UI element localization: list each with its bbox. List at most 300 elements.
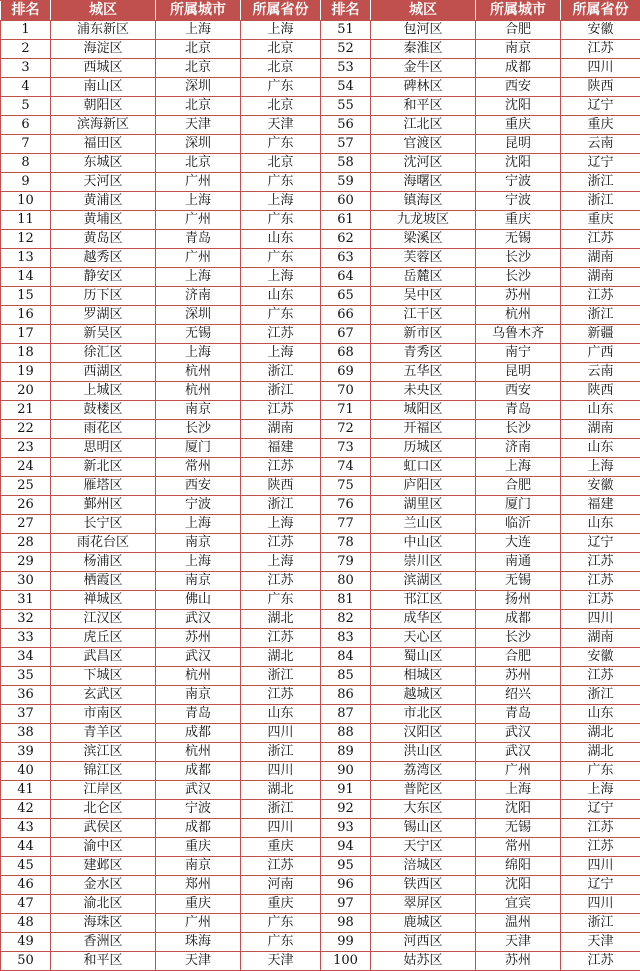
district-cell: 鄞州区 <box>51 496 156 515</box>
table-row <box>1 116 640 135</box>
province-cell: 江苏 <box>241 686 321 705</box>
province-cell: 四川 <box>561 895 640 914</box>
rank-cell: 46 <box>1 876 51 895</box>
table-row <box>1 477 640 496</box>
province-cell: 上海 <box>241 192 321 211</box>
city-cell: 青岛 <box>156 705 241 724</box>
province-cell: 重庆 <box>561 211 640 230</box>
district-cell: 下城区 <box>51 667 156 686</box>
rank-cell: 16 <box>1 306 51 325</box>
district-cell: 上城区 <box>51 382 156 401</box>
rank-cell: 94 <box>321 838 371 857</box>
province-cell: 上海 <box>241 553 321 572</box>
rank-cell: 38 <box>1 724 51 743</box>
rank-cell: 86 <box>321 686 371 705</box>
province-cell: 浙江 <box>561 192 640 211</box>
city-cell: 成都 <box>156 724 241 743</box>
rank-cell: 68 <box>321 344 371 363</box>
city-cell: 昆明 <box>476 135 561 154</box>
table-row <box>1 78 640 97</box>
rank-cell: 5 <box>1 97 51 116</box>
city-cell: 长沙 <box>476 420 561 439</box>
province-cell: 福建 <box>561 496 640 515</box>
rank-cell: 27 <box>1 515 51 534</box>
district-cell: 雁塔区 <box>51 477 156 496</box>
district-cell: 江干区 <box>371 306 476 325</box>
rank-cell: 28 <box>1 534 51 553</box>
table-row <box>1 591 640 610</box>
rank-cell: 89 <box>321 743 371 762</box>
province-cell: 广东 <box>241 249 321 268</box>
province-cell: 浙江 <box>561 686 640 705</box>
rank-cell: 10 <box>1 192 51 211</box>
city-cell: 扬州 <box>476 591 561 610</box>
rank-cell: 60 <box>321 192 371 211</box>
city-cell: 成都 <box>156 762 241 781</box>
rank-cell: 47 <box>1 895 51 914</box>
table-row <box>1 629 640 648</box>
rank-cell: 66 <box>321 306 371 325</box>
rank-cell: 20 <box>1 382 51 401</box>
city-cell: 常州 <box>156 458 241 477</box>
district-cell: 天河区 <box>51 173 156 192</box>
district-cell: 锡山区 <box>371 819 476 838</box>
rank-cell: 44 <box>1 838 51 857</box>
province-cell: 湖南 <box>561 420 640 439</box>
district-cell: 思明区 <box>51 439 156 458</box>
table-row <box>1 724 640 743</box>
table-row <box>1 496 640 515</box>
rank-cell: 25 <box>1 477 51 496</box>
rank-cell: 42 <box>1 800 51 819</box>
rank-cell: 8 <box>1 154 51 173</box>
province-cell: 江苏 <box>561 838 640 857</box>
district-cell: 浦东新区 <box>51 21 156 40</box>
rank-cell: 79 <box>321 553 371 572</box>
table-row <box>1 553 640 572</box>
table-row <box>1 648 640 667</box>
district-cell: 普陀区 <box>371 781 476 800</box>
rank-cell: 49 <box>1 933 51 952</box>
district-cell: 越城区 <box>371 686 476 705</box>
rank-cell: 24 <box>1 458 51 477</box>
province-cell: 新疆 <box>561 325 640 344</box>
city-cell: 北京 <box>156 97 241 116</box>
table-row <box>1 781 640 800</box>
province-cell: 湖南 <box>241 420 321 439</box>
table-header <box>1 1 640 21</box>
city-cell: 上海 <box>476 781 561 800</box>
header-city-right: 所属城市 <box>476 1 561 21</box>
table-row <box>1 534 640 553</box>
city-cell: 重庆 <box>156 895 241 914</box>
district-cell: 开福区 <box>371 420 476 439</box>
province-cell: 福建 <box>241 439 321 458</box>
table-row <box>1 154 640 173</box>
rank-cell: 12 <box>1 230 51 249</box>
province-cell: 浙江 <box>241 496 321 515</box>
province-cell: 广东 <box>241 306 321 325</box>
rank-cell: 70 <box>321 382 371 401</box>
rank-cell: 19 <box>1 363 51 382</box>
rank-cell: 45 <box>1 857 51 876</box>
rank-cell: 4 <box>1 78 51 97</box>
city-cell: 深圳 <box>156 78 241 97</box>
city-cell: 上海 <box>156 344 241 363</box>
district-cell: 海曙区 <box>371 173 476 192</box>
province-cell: 陕西 <box>561 382 640 401</box>
district-cell: 历城区 <box>371 439 476 458</box>
city-cell: 沈阳 <box>476 800 561 819</box>
district-cell: 海淀区 <box>51 40 156 59</box>
city-cell: 沈阳 <box>476 154 561 173</box>
city-cell: 宁波 <box>476 173 561 192</box>
district-cell: 相城区 <box>371 667 476 686</box>
city-cell: 苏州 <box>476 287 561 306</box>
city-cell: 青岛 <box>476 705 561 724</box>
district-cell: 朝阳区 <box>51 97 156 116</box>
table-row <box>1 97 640 116</box>
district-cell: 建邺区 <box>51 857 156 876</box>
city-cell: 南京 <box>476 40 561 59</box>
city-cell: 厦门 <box>156 439 241 458</box>
rank-cell: 37 <box>1 705 51 724</box>
rank-cell: 67 <box>321 325 371 344</box>
rank-cell: 15 <box>1 287 51 306</box>
province-cell: 广东 <box>241 211 321 230</box>
province-cell: 四川 <box>241 762 321 781</box>
rank-cell: 29 <box>1 553 51 572</box>
district-cell: 岳麓区 <box>371 268 476 287</box>
city-cell: 广州 <box>156 914 241 933</box>
table-row <box>1 800 640 819</box>
district-cell: 包河区 <box>371 21 476 40</box>
district-cell: 邗江区 <box>371 591 476 610</box>
province-cell: 广东 <box>561 762 640 781</box>
district-cell: 虹口区 <box>371 458 476 477</box>
district-cell: 滨湖区 <box>371 572 476 591</box>
rank-cell: 84 <box>321 648 371 667</box>
district-cell: 成华区 <box>371 610 476 629</box>
rank-cell: 9 <box>1 173 51 192</box>
table-row <box>1 40 640 59</box>
header-district-right: 城区 <box>371 1 476 21</box>
rank-cell: 93 <box>321 819 371 838</box>
rank-cell: 54 <box>321 78 371 97</box>
rank-cell: 74 <box>321 458 371 477</box>
rank-cell: 57 <box>321 135 371 154</box>
province-cell: 北京 <box>241 59 321 78</box>
rank-cell: 7 <box>1 135 51 154</box>
table-row <box>1 173 640 192</box>
table-row <box>1 458 640 477</box>
rank-cell: 80 <box>321 572 371 591</box>
province-cell: 湖北 <box>561 743 640 762</box>
rank-cell: 83 <box>321 629 371 648</box>
province-cell: 辽宁 <box>561 154 640 173</box>
district-cell: 禅城区 <box>51 591 156 610</box>
rank-cell: 55 <box>321 97 371 116</box>
province-cell: 江苏 <box>241 857 321 876</box>
district-cell: 姑苏区 <box>371 952 476 971</box>
city-cell: 常州 <box>476 838 561 857</box>
district-cell: 天心区 <box>371 629 476 648</box>
district-cell: 青秀区 <box>371 344 476 363</box>
province-cell: 江苏 <box>561 230 640 249</box>
rank-cell: 82 <box>321 610 371 629</box>
district-cell: 金牛区 <box>371 59 476 78</box>
city-cell: 乌鲁木齐 <box>476 325 561 344</box>
province-cell: 广东 <box>241 591 321 610</box>
province-cell: 云南 <box>561 363 640 382</box>
province-cell: 江苏 <box>241 458 321 477</box>
table-row <box>1 515 640 534</box>
rank-cell: 56 <box>321 116 371 135</box>
province-cell: 安徽 <box>561 477 640 496</box>
rank-cell: 96 <box>321 876 371 895</box>
city-cell: 上海 <box>156 553 241 572</box>
rank-cell: 43 <box>1 819 51 838</box>
province-cell: 江苏 <box>561 40 640 59</box>
city-cell: 成都 <box>156 819 241 838</box>
city-cell: 天津 <box>476 933 561 952</box>
city-cell: 青岛 <box>156 230 241 249</box>
province-cell: 山东 <box>561 515 640 534</box>
city-cell: 西安 <box>476 78 561 97</box>
province-cell: 江苏 <box>241 629 321 648</box>
district-cell: 沈河区 <box>371 154 476 173</box>
province-cell: 重庆 <box>241 895 321 914</box>
province-cell: 四川 <box>241 724 321 743</box>
district-cell: 市南区 <box>51 705 156 724</box>
city-cell: 佛山 <box>156 591 241 610</box>
district-cell: 黄浦区 <box>51 192 156 211</box>
province-cell: 云南 <box>561 135 640 154</box>
rank-cell: 69 <box>321 363 371 382</box>
rank-cell: 17 <box>1 325 51 344</box>
district-cell: 天宁区 <box>371 838 476 857</box>
rank-cell: 1 <box>1 21 51 40</box>
rank-cell: 77 <box>321 515 371 534</box>
table-row <box>1 610 640 629</box>
rank-cell: 50 <box>1 952 51 971</box>
district-cell: 和平区 <box>51 952 156 971</box>
district-cell: 新北区 <box>51 458 156 477</box>
city-cell: 南京 <box>156 534 241 553</box>
city-cell: 沈阳 <box>476 97 561 116</box>
city-cell: 上海 <box>476 458 561 477</box>
city-cell: 上海 <box>156 21 241 40</box>
province-cell: 浙江 <box>241 743 321 762</box>
rank-cell: 87 <box>321 705 371 724</box>
district-cell: 湖里区 <box>371 496 476 515</box>
province-cell: 湖北 <box>241 781 321 800</box>
district-cell: 市北区 <box>371 705 476 724</box>
province-cell: 湖北 <box>241 610 321 629</box>
table-row <box>1 667 640 686</box>
province-cell: 北京 <box>241 154 321 173</box>
city-cell: 杭州 <box>156 363 241 382</box>
district-cell: 大东区 <box>371 800 476 819</box>
district-cell: 雨花区 <box>51 420 156 439</box>
district-cell: 滨江区 <box>51 743 156 762</box>
province-cell: 山东 <box>561 439 640 458</box>
district-cell: 西湖区 <box>51 363 156 382</box>
rank-cell: 31 <box>1 591 51 610</box>
city-cell: 杭州 <box>156 743 241 762</box>
city-cell: 广州 <box>476 762 561 781</box>
district-cell: 鼓楼区 <box>51 401 156 420</box>
province-cell: 江苏 <box>241 572 321 591</box>
province-cell: 辽宁 <box>561 534 640 553</box>
rank-cell: 18 <box>1 344 51 363</box>
city-cell: 北京 <box>156 59 241 78</box>
district-cell: 官渡区 <box>371 135 476 154</box>
province-cell: 江苏 <box>241 401 321 420</box>
district-cell: 和平区 <box>371 97 476 116</box>
province-cell: 江苏 <box>561 667 640 686</box>
city-cell: 广州 <box>156 249 241 268</box>
rank-cell: 36 <box>1 686 51 705</box>
city-cell: 合肥 <box>476 477 561 496</box>
rank-cell: 41 <box>1 781 51 800</box>
table-row <box>1 230 640 249</box>
rank-cell: 92 <box>321 800 371 819</box>
district-cell: 中山区 <box>371 534 476 553</box>
city-cell: 武汉 <box>156 610 241 629</box>
rank-cell: 59 <box>321 173 371 192</box>
province-cell: 辽宁 <box>561 97 640 116</box>
city-cell: 上海 <box>156 515 241 534</box>
table-row <box>1 249 640 268</box>
table-row <box>1 876 640 895</box>
province-cell: 河南 <box>241 876 321 895</box>
province-cell: 广东 <box>241 135 321 154</box>
table-row <box>1 21 640 40</box>
district-cell: 东城区 <box>51 154 156 173</box>
header-province-left: 所属省份 <box>241 1 321 21</box>
table-body <box>1 21 640 971</box>
table-row <box>1 762 640 781</box>
city-cell: 南通 <box>476 553 561 572</box>
district-cell: 武侯区 <box>51 819 156 838</box>
district-cell: 崇川区 <box>371 553 476 572</box>
table-row <box>1 686 640 705</box>
table-row <box>1 838 640 857</box>
table-row <box>1 325 640 344</box>
province-cell: 江苏 <box>561 287 640 306</box>
province-cell: 江苏 <box>561 591 640 610</box>
province-cell: 四川 <box>241 819 321 838</box>
district-cell: 城阳区 <box>371 401 476 420</box>
rank-cell: 75 <box>321 477 371 496</box>
rank-cell: 81 <box>321 591 371 610</box>
table-row <box>1 743 640 762</box>
province-cell: 山东 <box>561 401 640 420</box>
table-row <box>1 382 640 401</box>
district-cell: 翠屏区 <box>371 895 476 914</box>
city-cell: 温州 <box>476 914 561 933</box>
province-cell: 湖南 <box>561 249 640 268</box>
province-cell: 天津 <box>241 952 321 971</box>
province-cell: 浙江 <box>561 306 640 325</box>
rank-cell: 53 <box>321 59 371 78</box>
province-cell: 天津 <box>241 116 321 135</box>
province-cell: 湖南 <box>561 629 640 648</box>
province-cell: 广西 <box>561 344 640 363</box>
header-rank-left: 排名 <box>1 1 51 21</box>
rank-cell: 95 <box>321 857 371 876</box>
province-cell: 上海 <box>241 268 321 287</box>
city-cell: 合肥 <box>476 648 561 667</box>
province-cell: 陕西 <box>241 477 321 496</box>
district-cell: 历下区 <box>51 287 156 306</box>
district-cell: 金水区 <box>51 876 156 895</box>
province-cell: 浙江 <box>241 363 321 382</box>
province-cell: 江苏 <box>561 572 640 591</box>
table-row <box>1 819 640 838</box>
city-cell: 武汉 <box>156 648 241 667</box>
rank-cell: 30 <box>1 572 51 591</box>
district-cell: 杨浦区 <box>51 553 156 572</box>
city-cell: 昆明 <box>476 363 561 382</box>
table-row <box>1 287 640 306</box>
city-cell: 长沙 <box>476 268 561 287</box>
city-cell: 深圳 <box>156 135 241 154</box>
rank-cell: 78 <box>321 534 371 553</box>
rank-cell: 22 <box>1 420 51 439</box>
district-cell: 新市区 <box>371 325 476 344</box>
district-cell: 兰山区 <box>371 515 476 534</box>
district-cell: 洪山区 <box>371 743 476 762</box>
table-row <box>1 268 640 287</box>
table-row <box>1 135 640 154</box>
city-cell: 苏州 <box>156 629 241 648</box>
rank-cell: 72 <box>321 420 371 439</box>
rank-cell: 34 <box>1 648 51 667</box>
table-row <box>1 705 640 724</box>
city-cell: 上海 <box>156 192 241 211</box>
city-cell: 武汉 <box>156 781 241 800</box>
province-cell: 广东 <box>241 914 321 933</box>
city-cell: 杭州 <box>476 306 561 325</box>
city-cell: 南京 <box>156 572 241 591</box>
table-row <box>1 306 640 325</box>
province-cell: 陕西 <box>561 78 640 97</box>
city-cell: 武汉 <box>476 724 561 743</box>
rank-cell: 99 <box>321 933 371 952</box>
city-cell: 苏州 <box>476 952 561 971</box>
header-row <box>1 1 640 21</box>
district-cell: 雨花台区 <box>51 534 156 553</box>
province-cell: 江苏 <box>241 534 321 553</box>
district-cell: 北仑区 <box>51 800 156 819</box>
province-cell: 安徽 <box>561 21 640 40</box>
city-cell: 重庆 <box>476 211 561 230</box>
rank-cell: 32 <box>1 610 51 629</box>
province-cell: 上海 <box>241 344 321 363</box>
province-cell: 上海 <box>561 781 640 800</box>
city-cell: 杭州 <box>156 667 241 686</box>
table-row <box>1 401 640 420</box>
district-cell: 碑林区 <box>371 78 476 97</box>
rank-cell: 91 <box>321 781 371 800</box>
district-cell: 梁溪区 <box>371 230 476 249</box>
city-cell: 南京 <box>156 401 241 420</box>
rank-cell: 6 <box>1 116 51 135</box>
rank-cell: 51 <box>321 21 371 40</box>
table-row <box>1 211 640 230</box>
